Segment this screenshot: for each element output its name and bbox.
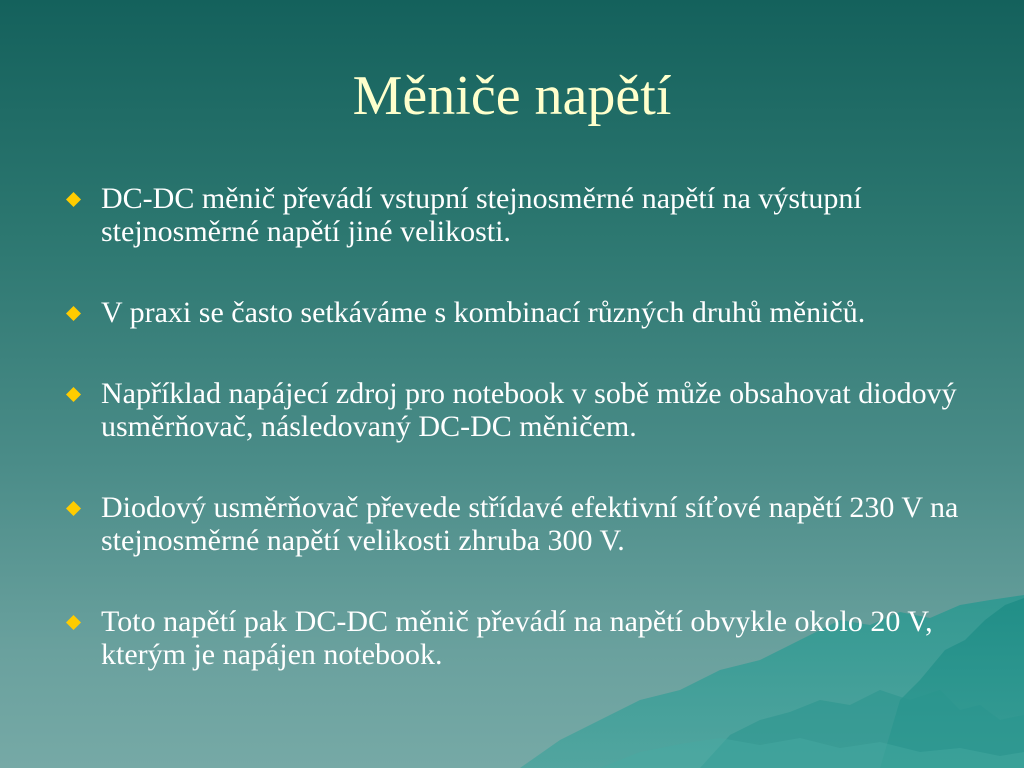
bullet-text: Diodový usměrňovač převede střídavé efektivní síťové napětí 230 V na stejnosměrné napětí velikosti zhruba 300 V. [101,491,959,557]
bullet-text: Toto napětí pak DC-DC měnič převádí na napětí obvykle okolo 20 V, kterým je napájen notebook. [101,605,933,671]
list-item [62,296,982,329]
bullet-text: Například napájecí zdroj pro notebook v sobě může obsahovat diodový usměrňovač, následovaný DC-DC měničem. [101,377,957,443]
diamond-bullet-icon [66,387,81,402]
bullet-text: DC-DC měnič převádí vstupní stejnosměrné napětí na výstupní stejnosměrné napětí jiné velikosti. [101,182,862,248]
bullet-text: V praxi se často setkáváme s kombinací různých druhů měničů. [101,296,866,329]
diamond-bullet-icon [66,501,81,516]
list-item [62,491,982,557]
list-item [62,377,982,443]
slide-title: Měniče napětí [352,65,672,127]
list-item [62,605,982,671]
diamond-bullet-icon [66,192,81,207]
list-item [62,182,982,248]
diamond-bullet-icon [66,615,81,630]
bullet-list [62,182,982,719]
diamond-bullet-icon [66,306,81,321]
